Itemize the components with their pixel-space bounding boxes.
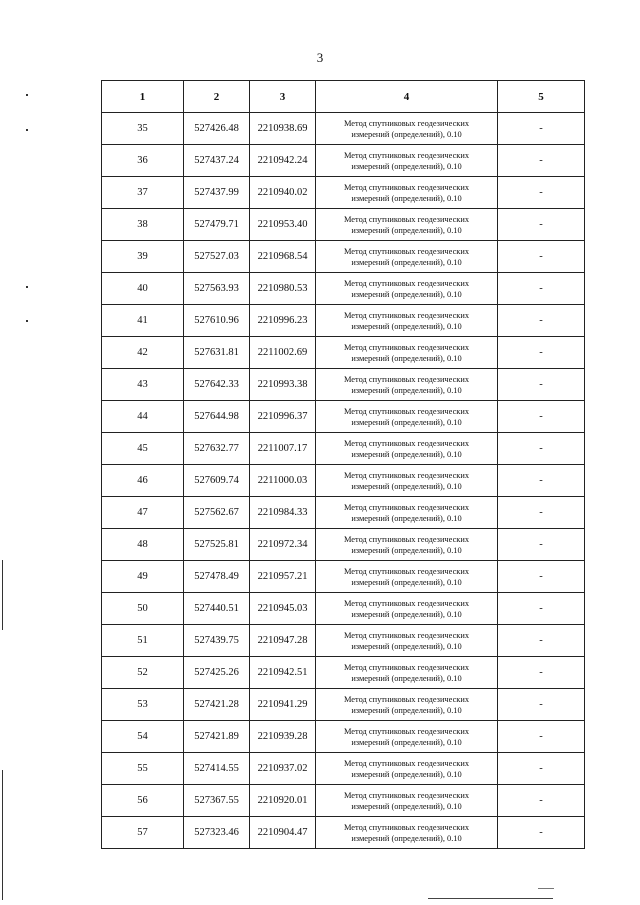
table-row — [102, 561, 585, 593]
method-line-2: измерений (определений), 0.10 — [351, 257, 462, 267]
point-number-cell: 57 — [102, 817, 184, 849]
footer-line — [538, 888, 554, 889]
note-cell: - — [498, 145, 585, 177]
method-cell — [316, 369, 498, 401]
method-cell — [316, 465, 498, 497]
note-cell: - — [498, 817, 585, 849]
method-line-2: измерений (определений), 0.10 — [351, 513, 462, 523]
method-line-1: Метод спутниковых геодезических — [343, 758, 470, 768]
method-line-1: Метод спутниковых геодезических — [343, 694, 470, 704]
x-coordinate-cell: 527527.03 — [184, 241, 250, 273]
coordinates-table — [101, 80, 585, 849]
method-line-2: измерений (определений), 0.10 — [351, 769, 462, 779]
y-coordinate-cell: 2210957.21 — [250, 561, 316, 593]
table-row — [102, 785, 585, 817]
note-cell: - — [498, 273, 585, 305]
method-line-1: Метод спутниковых геодезических — [343, 246, 470, 256]
method-cell — [316, 561, 498, 593]
x-coordinate-cell: 527631.81 — [184, 337, 250, 369]
method-line-1: Метод спутниковых геодезических — [343, 598, 470, 608]
y-coordinate-cell: 2210972.34 — [250, 529, 316, 561]
y-coordinate-cell: 2210945.03 — [250, 593, 316, 625]
method-line-2: измерений (определений), 0.10 — [351, 225, 462, 235]
table-row — [102, 145, 585, 177]
y-coordinate-cell: 2210984.33 — [250, 497, 316, 529]
method-cell — [316, 241, 498, 273]
method-line-1: Метод спутниковых геодезических — [343, 182, 470, 192]
x-coordinate-cell: 527367.55 — [184, 785, 250, 817]
method-cell — [316, 305, 498, 337]
method-line-2: измерений (определений), 0.10 — [351, 193, 462, 203]
y-coordinate-cell: 2210937.02 — [250, 753, 316, 785]
note-cell: - — [498, 337, 585, 369]
note-cell: - — [498, 401, 585, 433]
y-coordinate-cell: 2210947.28 — [250, 625, 316, 657]
y-coordinate-cell: 2210942.24 — [250, 145, 316, 177]
point-number-cell: 52 — [102, 657, 184, 689]
point-number-cell: 47 — [102, 497, 184, 529]
table-row — [102, 689, 585, 721]
table-row — [102, 177, 585, 209]
point-number-cell: 53 — [102, 689, 184, 721]
x-coordinate-cell: 527632.77 — [184, 433, 250, 465]
x-coordinate-cell: 527479.71 — [184, 209, 250, 241]
x-coordinate-cell: 527644.98 — [184, 401, 250, 433]
method-line-2: измерений (определений), 0.10 — [351, 737, 462, 747]
footer-line — [428, 898, 553, 899]
x-coordinate-cell: 527439.75 — [184, 625, 250, 657]
method-cell — [316, 785, 498, 817]
x-coordinate-cell: 527610.96 — [184, 305, 250, 337]
point-number-cell: 45 — [102, 433, 184, 465]
method-line-1: Метод спутниковых геодезических — [343, 278, 470, 288]
method-line-1: Метод спутниковых геодезических — [343, 630, 470, 640]
note-cell: - — [498, 625, 585, 657]
method-line-2: измерений (определений), 0.10 — [351, 417, 462, 427]
method-cell — [316, 273, 498, 305]
note-cell: - — [498, 209, 585, 241]
method-cell — [316, 433, 498, 465]
y-coordinate-cell: 2210940.02 — [250, 177, 316, 209]
table-row — [102, 721, 585, 753]
note-cell: - — [498, 657, 585, 689]
header-col-4: 4 — [316, 81, 498, 113]
method-line-2: измерений (определений), 0.10 — [351, 385, 462, 395]
method-cell — [316, 529, 498, 561]
method-cell — [316, 817, 498, 849]
y-coordinate-cell: 2211000.03 — [250, 465, 316, 497]
point-number-cell: 41 — [102, 305, 184, 337]
note-cell: - — [498, 305, 585, 337]
header-col-3: 3 — [250, 81, 316, 113]
table-row — [102, 817, 585, 849]
method-line-2: измерений (определений), 0.10 — [351, 321, 462, 331]
table-row — [102, 753, 585, 785]
note-cell: - — [498, 593, 585, 625]
header-col-2: 2 — [184, 81, 250, 113]
x-coordinate-cell: 527609.74 — [184, 465, 250, 497]
y-coordinate-cell: 2211007.17 — [250, 433, 316, 465]
x-coordinate-cell: 527323.46 — [184, 817, 250, 849]
method-line-1: Метод спутниковых геодезических — [343, 790, 470, 800]
margin-dot — [26, 320, 28, 322]
table-row — [102, 657, 585, 689]
method-line-2: измерений (определений), 0.10 — [351, 641, 462, 651]
y-coordinate-cell: 2210993.38 — [250, 369, 316, 401]
table-row — [102, 497, 585, 529]
method-cell — [316, 689, 498, 721]
method-cell — [316, 177, 498, 209]
note-cell: - — [498, 241, 585, 273]
point-number-cell: 48 — [102, 529, 184, 561]
y-coordinate-cell: 2210968.54 — [250, 241, 316, 273]
margin-edge-line — [2, 770, 3, 900]
method-line-2: измерений (определений), 0.10 — [351, 161, 462, 171]
note-cell: - — [498, 721, 585, 753]
table-header-row — [102, 81, 585, 113]
method-line-1: Метод спутниковых геодезических — [343, 822, 470, 832]
note-cell: - — [498, 785, 585, 817]
method-line-1: Метод спутниковых геодезических — [343, 726, 470, 736]
method-line-1: Метод спутниковых геодезических — [343, 438, 470, 448]
page-number: 3 — [316, 50, 324, 65]
x-coordinate-cell: 527525.81 — [184, 529, 250, 561]
y-coordinate-cell: 2210939.28 — [250, 721, 316, 753]
method-cell — [316, 497, 498, 529]
method-line-2: измерений (определений), 0.10 — [351, 353, 462, 363]
note-cell: - — [498, 497, 585, 529]
method-line-2: измерений (определений), 0.10 — [351, 833, 462, 843]
note-cell: - — [498, 465, 585, 497]
method-cell — [316, 721, 498, 753]
margin-dot — [26, 94, 28, 96]
note-cell: - — [498, 753, 585, 785]
table-row — [102, 241, 585, 273]
point-number-cell: 46 — [102, 465, 184, 497]
point-number-cell: 35 — [102, 113, 184, 145]
method-line-1: Метод спутниковых геодезических — [343, 566, 470, 576]
point-number-cell: 37 — [102, 177, 184, 209]
table-body — [102, 113, 585, 849]
method-line-2: измерений (определений), 0.10 — [351, 289, 462, 299]
method-line-1: Метод спутниковых геодезических — [343, 374, 470, 384]
method-line-1: Метод спутниковых геодезических — [343, 150, 470, 160]
point-number-cell: 38 — [102, 209, 184, 241]
x-coordinate-cell: 527421.28 — [184, 689, 250, 721]
method-cell — [316, 337, 498, 369]
method-line-2: измерений (определений), 0.10 — [351, 545, 462, 555]
method-line-2: измерений (определений), 0.10 — [351, 801, 462, 811]
table-row — [102, 465, 585, 497]
y-coordinate-cell: 2210996.23 — [250, 305, 316, 337]
x-coordinate-cell: 527642.33 — [184, 369, 250, 401]
margin-edge-line — [2, 560, 3, 630]
x-coordinate-cell: 527426.48 — [184, 113, 250, 145]
point-number-cell: 39 — [102, 241, 184, 273]
table-row — [102, 593, 585, 625]
y-coordinate-cell: 2210920.01 — [250, 785, 316, 817]
x-coordinate-cell: 527440.51 — [184, 593, 250, 625]
x-coordinate-cell: 527425.26 — [184, 657, 250, 689]
method-line-1: Метод спутниковых геодезических — [343, 310, 470, 320]
table-row — [102, 433, 585, 465]
method-line-1: Метод спутниковых геодезических — [343, 406, 470, 416]
y-coordinate-cell: 2210996.37 — [250, 401, 316, 433]
y-coordinate-cell: 2210904.47 — [250, 817, 316, 849]
method-cell — [316, 657, 498, 689]
method-cell — [316, 401, 498, 433]
x-coordinate-cell: 527563.93 — [184, 273, 250, 305]
method-cell — [316, 209, 498, 241]
table-row — [102, 305, 585, 337]
method-line-2: измерений (определений), 0.10 — [351, 481, 462, 491]
method-line-1: Метод спутниковых геодезических — [343, 470, 470, 480]
note-cell: - — [498, 369, 585, 401]
x-coordinate-cell: 527437.99 — [184, 177, 250, 209]
method-line-1: Метод спутниковых геодезических — [343, 502, 470, 512]
point-number-cell: 51 — [102, 625, 184, 657]
table-row — [102, 209, 585, 241]
table-row — [102, 369, 585, 401]
header-col-5: 5 — [498, 81, 585, 113]
table-row — [102, 273, 585, 305]
x-coordinate-cell: 527437.24 — [184, 145, 250, 177]
point-number-cell: 43 — [102, 369, 184, 401]
method-cell — [316, 593, 498, 625]
point-number-cell: 49 — [102, 561, 184, 593]
note-cell: - — [498, 689, 585, 721]
y-coordinate-cell: 2210980.53 — [250, 273, 316, 305]
table-row — [102, 625, 585, 657]
table-row — [102, 529, 585, 561]
point-number-cell: 55 — [102, 753, 184, 785]
margin-dot — [26, 286, 28, 288]
method-line-1: Метод спутниковых геодезических — [343, 342, 470, 352]
method-cell — [316, 113, 498, 145]
method-line-1: Метод спутниковых геодезических — [343, 534, 470, 544]
point-number-cell: 42 — [102, 337, 184, 369]
note-cell: - — [498, 529, 585, 561]
method-line-2: измерений (определений), 0.10 — [351, 129, 462, 139]
x-coordinate-cell: 527562.67 — [184, 497, 250, 529]
point-number-cell: 40 — [102, 273, 184, 305]
point-number-cell: 36 — [102, 145, 184, 177]
method-line-1: Метод спутниковых геодезических — [343, 662, 470, 672]
x-coordinate-cell: 527421.89 — [184, 721, 250, 753]
method-line-2: измерений (определений), 0.10 — [351, 449, 462, 459]
x-coordinate-cell: 527414.55 — [184, 753, 250, 785]
table-row — [102, 337, 585, 369]
note-cell: - — [498, 561, 585, 593]
y-coordinate-cell: 2210953.40 — [250, 209, 316, 241]
method-line-1: Метод спутниковых геодезических — [343, 118, 470, 128]
x-coordinate-cell: 527478.49 — [184, 561, 250, 593]
header-col-1: 1 — [102, 81, 184, 113]
margin-dot — [26, 129, 28, 131]
y-coordinate-cell: 2211002.69 — [250, 337, 316, 369]
table-row — [102, 401, 585, 433]
point-number-cell: 44 — [102, 401, 184, 433]
method-cell — [316, 625, 498, 657]
method-cell — [316, 753, 498, 785]
note-cell: - — [498, 113, 585, 145]
method-line-2: измерений (определений), 0.10 — [351, 705, 462, 715]
method-line-2: измерений (определений), 0.10 — [351, 673, 462, 683]
table-row — [102, 113, 585, 145]
note-cell: - — [498, 433, 585, 465]
method-cell — [316, 145, 498, 177]
method-line-1: Метод спутниковых геодезических — [343, 214, 470, 224]
y-coordinate-cell: 2210942.51 — [250, 657, 316, 689]
point-number-cell: 56 — [102, 785, 184, 817]
y-coordinate-cell: 2210938.69 — [250, 113, 316, 145]
method-line-2: измерений (определений), 0.10 — [351, 577, 462, 587]
point-number-cell: 50 — [102, 593, 184, 625]
method-line-2: измерений (определений), 0.10 — [351, 609, 462, 619]
note-cell: - — [498, 177, 585, 209]
point-number-cell: 54 — [102, 721, 184, 753]
y-coordinate-cell: 2210941.29 — [250, 689, 316, 721]
